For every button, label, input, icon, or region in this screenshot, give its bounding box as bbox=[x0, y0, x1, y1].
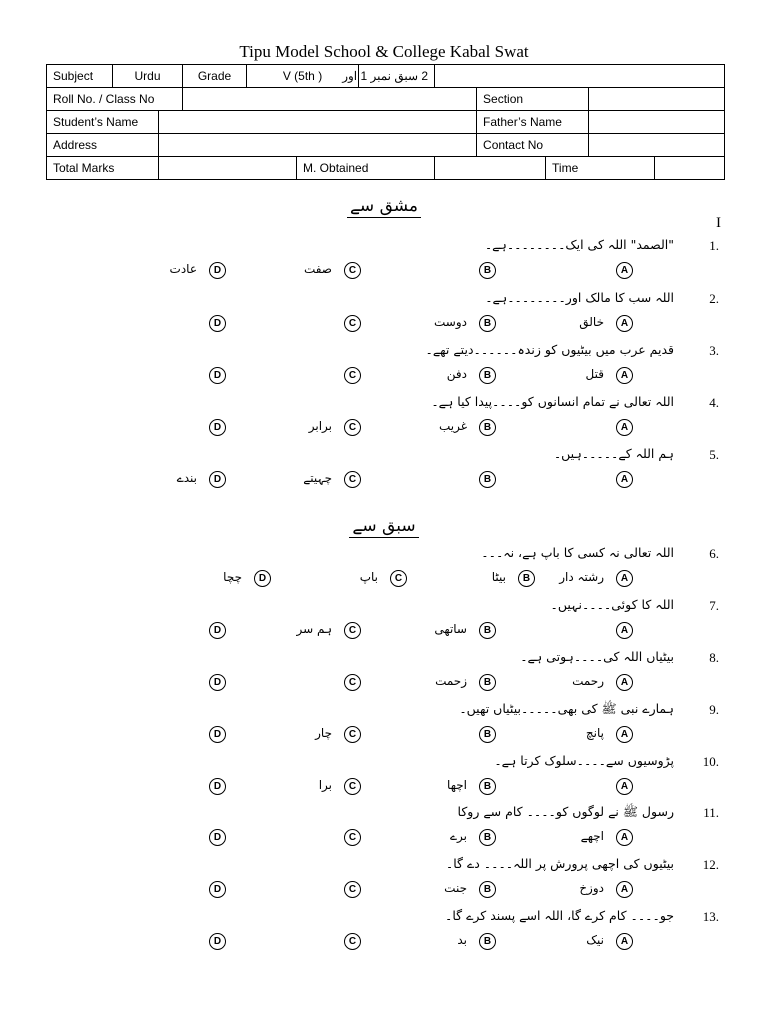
option-a-bubble[interactable]: A bbox=[616, 419, 633, 436]
option-b-bubble[interactable]: B bbox=[479, 829, 496, 846]
option-c-bubble[interactable]: C bbox=[344, 881, 361, 898]
student-field[interactable] bbox=[159, 111, 477, 134]
question-number: 9. bbox=[709, 702, 719, 717]
option-b-bubble[interactable]: B bbox=[479, 315, 496, 332]
time-field[interactable] bbox=[655, 157, 725, 180]
question-text: قدیم عرب میں بیٹیوں کو زندہ۔۔۔۔۔۔دیتے تھے۔ bbox=[425, 342, 674, 357]
option-b-text: بیٹا bbox=[491, 570, 506, 584]
roll-field[interactable] bbox=[183, 88, 477, 111]
option-c-bubble[interactable]: C bbox=[344, 367, 361, 384]
question-text: اللہ کا کوئی۔۔۔۔نہیں۔ bbox=[550, 597, 674, 612]
option-b-bubble[interactable]: B bbox=[479, 367, 496, 384]
option-b-text: اچھا bbox=[447, 778, 467, 792]
option-a-bubble[interactable]: A bbox=[616, 315, 633, 332]
father-label: Father’s Name bbox=[477, 111, 589, 134]
question-text: پڑوسیوں سے۔۔۔۔سلوک کرتا ہے۔ bbox=[494, 753, 674, 768]
option-a-bubble[interactable]: A bbox=[616, 367, 633, 384]
roll-row bbox=[47, 88, 725, 111]
option-c-bubble[interactable]: C bbox=[344, 829, 361, 846]
option-a-bubble[interactable]: A bbox=[616, 570, 633, 587]
section-lesson-title: سبق سے bbox=[300, 515, 468, 536]
subject-label: Subject bbox=[47, 65, 113, 88]
option-d-bubble[interactable]: D bbox=[209, 933, 226, 950]
question-number: 12. bbox=[702, 857, 719, 872]
student-info-table bbox=[46, 64, 725, 180]
total-marks-label: Total Marks bbox=[47, 157, 159, 180]
option-c-bubble[interactable]: C bbox=[344, 315, 361, 332]
address-row bbox=[47, 134, 725, 157]
option-a-bubble[interactable]: A bbox=[616, 933, 633, 950]
question-text: "الصمد" اللہ کی ایک۔۔۔۔۔۔۔۔ہے۔ bbox=[484, 237, 674, 252]
option-a-text: رحمت bbox=[572, 674, 604, 688]
question-text: اللہ تعالی نے تمام انسانوں کو۔۔۔۔پیدا کیا ہے۔ bbox=[431, 394, 674, 409]
option-d-bubble[interactable]: D bbox=[209, 674, 226, 691]
address-field[interactable] bbox=[159, 134, 477, 157]
address-label: Address bbox=[47, 134, 159, 157]
option-b-bubble[interactable]: B bbox=[479, 726, 496, 743]
option-b-bubble[interactable]: B bbox=[479, 881, 496, 898]
option-c-text: باپ bbox=[359, 570, 378, 584]
question-text: بیٹیاں اللہ کی۔۔۔۔ہوتی ہے۔ bbox=[520, 649, 674, 664]
option-b-bubble[interactable]: B bbox=[479, 471, 496, 488]
student-label: Student’s Name bbox=[47, 111, 159, 134]
option-c-text: صفت bbox=[303, 262, 332, 276]
option-b-text: دفن bbox=[446, 367, 467, 381]
option-c-text: چار bbox=[315, 726, 332, 740]
option-d-bubble[interactable]: D bbox=[209, 419, 226, 436]
option-c-bubble[interactable]: C bbox=[344, 933, 361, 950]
question-text: اللہ تعالی نہ کسی کا باپ ہے، نہ۔۔۔ bbox=[481, 545, 674, 560]
option-d-bubble[interactable]: D bbox=[209, 829, 226, 846]
question-number: 1. bbox=[709, 238, 719, 253]
father-field[interactable] bbox=[589, 111, 725, 134]
option-a-bubble[interactable]: A bbox=[616, 778, 633, 795]
question-text: ہم اللہ کے۔۔۔۔۔ہیں۔ bbox=[553, 446, 674, 461]
contact-label: Contact No bbox=[477, 134, 589, 157]
student-row bbox=[47, 111, 725, 134]
option-d-bubble[interactable]: D bbox=[209, 881, 226, 898]
option-b-bubble[interactable]: B bbox=[479, 622, 496, 639]
subject-blank[interactable] bbox=[435, 65, 725, 88]
option-a-text: دوزخ bbox=[579, 881, 604, 895]
option-c-text: برابر bbox=[308, 419, 332, 433]
subject-row bbox=[47, 65, 725, 88]
question-number: 8. bbox=[709, 650, 719, 665]
school-name: Tipu Model School & College Kabal Swat bbox=[239, 42, 529, 61]
option-d-bubble[interactable]: D bbox=[209, 622, 226, 639]
question-number: 11. bbox=[703, 805, 719, 820]
contact-field[interactable] bbox=[589, 134, 725, 157]
question-text: ہمارے نبی ﷺ کی بھی۔۔۔۔۔بیٹیاں تھیں۔ bbox=[459, 701, 674, 716]
option-a-bubble[interactable]: A bbox=[616, 881, 633, 898]
option-c-text: برا bbox=[318, 778, 332, 792]
subject-value: Urdu bbox=[113, 65, 183, 88]
option-a-bubble[interactable]: A bbox=[616, 674, 633, 691]
option-a-text: اچھے bbox=[580, 829, 604, 843]
option-a-text: خالق bbox=[579, 315, 604, 329]
obtained-field[interactable] bbox=[435, 157, 546, 180]
option-b-bubble[interactable]: B bbox=[479, 778, 496, 795]
option-b-bubble[interactable]: B bbox=[479, 262, 496, 279]
question-text: اللہ سب کا مالک اور۔۔۔۔۔۔۔۔ہے۔ bbox=[485, 290, 674, 305]
option-c-text: ہم سر bbox=[296, 622, 332, 636]
question-text: رسول ﷺ نے لوگوں کو۔۔۔۔ کام سے روکا bbox=[457, 804, 674, 819]
section-label: Section bbox=[477, 88, 589, 111]
option-d-bubble[interactable]: D bbox=[209, 778, 226, 795]
option-d-text: بندے bbox=[176, 471, 197, 485]
option-c-text: چہیتے bbox=[303, 471, 332, 485]
option-b-bubble[interactable]: B bbox=[518, 570, 535, 587]
option-c-bubble[interactable]: C bbox=[344, 674, 361, 691]
option-c-bubble[interactable]: C bbox=[344, 419, 361, 436]
option-c-bubble[interactable]: C bbox=[344, 262, 361, 279]
option-c-bubble[interactable]: C bbox=[344, 778, 361, 795]
option-a-bubble[interactable]: A bbox=[616, 471, 633, 488]
question-number: 4. bbox=[709, 395, 719, 410]
option-b-text: برے bbox=[450, 829, 467, 843]
option-d-bubble[interactable]: D bbox=[209, 471, 226, 488]
section-field[interactable] bbox=[589, 88, 725, 111]
grade-value: V (5th ) bbox=[247, 65, 359, 88]
roman-numeral: I bbox=[716, 215, 721, 231]
section-exercise-title: مشق سے bbox=[300, 195, 468, 216]
option-b-text: جنت bbox=[444, 881, 467, 895]
option-d-bubble[interactable]: D bbox=[209, 262, 226, 279]
option-a-bubble[interactable]: A bbox=[616, 262, 633, 279]
obtained-label: M. Obtained bbox=[297, 157, 435, 180]
option-b-bubble[interactable]: B bbox=[479, 419, 496, 436]
option-d-bubble[interactable]: D bbox=[209, 367, 226, 384]
option-a-text: پانچ bbox=[585, 726, 604, 740]
option-c-bubble[interactable]: C bbox=[390, 570, 407, 587]
option-d-bubble[interactable]: D bbox=[254, 570, 271, 587]
question-number: 2. bbox=[709, 291, 719, 306]
question-number: 7. bbox=[709, 598, 719, 613]
question-number: 10. bbox=[702, 754, 719, 769]
question-text: جو۔۔۔۔ کام کرے گا، اللہ اسے پسند کرے گا۔ bbox=[445, 908, 674, 923]
option-b-text: غریب bbox=[438, 419, 467, 433]
question-number: 5. bbox=[709, 447, 719, 462]
roll-label: Roll No. / Class No bbox=[47, 88, 183, 111]
option-b-text: بد bbox=[457, 933, 467, 947]
option-d-bubble[interactable]: D bbox=[209, 315, 226, 332]
option-a-bubble[interactable]: A bbox=[616, 829, 633, 846]
option-a-bubble[interactable]: A bbox=[616, 726, 633, 743]
option-d-text: چچا bbox=[223, 570, 242, 584]
lesson-value: 2 سبق نمبر 1 اور bbox=[359, 65, 435, 88]
option-b-text: زحمت bbox=[435, 674, 467, 688]
option-a-text: نیک bbox=[586, 933, 604, 947]
option-d-text: عادت bbox=[169, 262, 197, 276]
marks-row bbox=[47, 157, 725, 180]
option-c-bubble[interactable]: C bbox=[344, 471, 361, 488]
grade-label: Grade bbox=[183, 65, 247, 88]
option-b-text: ساتھی bbox=[434, 622, 467, 636]
time-label: Time bbox=[546, 157, 655, 180]
option-b-bubble[interactable]: B bbox=[479, 933, 496, 950]
option-c-bubble[interactable]: C bbox=[344, 622, 361, 639]
option-d-bubble[interactable]: D bbox=[209, 726, 226, 743]
question-number: 3. bbox=[709, 343, 719, 358]
question-text: بیٹیوں کی اچھی پرورش پر اللہ۔۔۔۔ دے گا۔ bbox=[445, 856, 674, 871]
option-a-text: قتل bbox=[585, 367, 604, 381]
option-c-bubble[interactable]: C bbox=[344, 726, 361, 743]
option-a-text: رشتہ دار bbox=[559, 570, 604, 584]
option-b-bubble[interactable]: B bbox=[479, 674, 496, 691]
question-number: 13. bbox=[702, 909, 719, 924]
option-b-text: دوست bbox=[434, 315, 467, 329]
total-marks-field[interactable] bbox=[159, 157, 297, 180]
question-number: 6. bbox=[709, 546, 719, 561]
option-a-bubble[interactable]: A bbox=[616, 622, 633, 639]
